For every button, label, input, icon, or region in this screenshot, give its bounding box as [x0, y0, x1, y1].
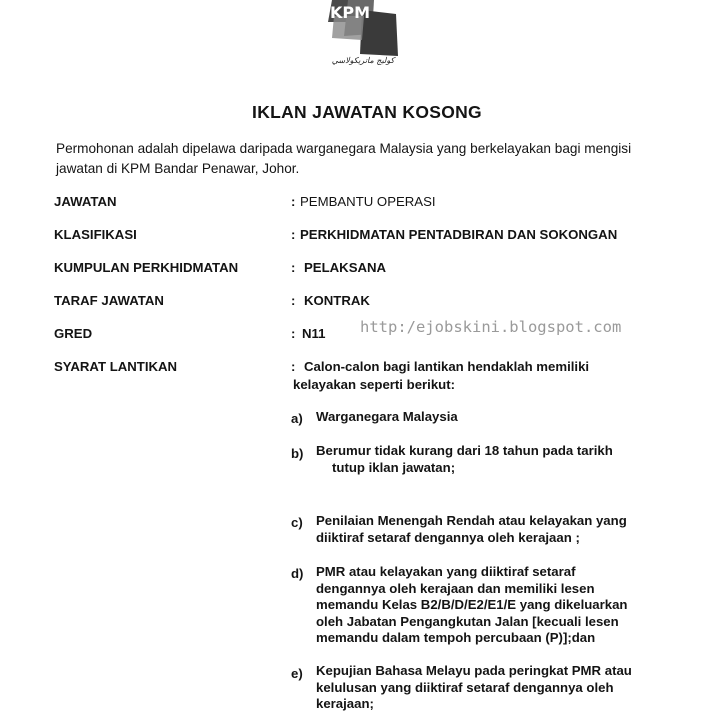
intro-line-1: Permohonan adalah dipelawa daripada warganegara Malaysia yang berkelayakan bagi mengisi: [56, 141, 632, 156]
field-label-gred: GRED: [54, 326, 93, 341]
field-value-syarat-line-1: Calon-calon bagi lantikan hendaklah memiliki: [304, 359, 590, 374]
field-colon: :: [291, 194, 296, 209]
field-label-taraf: TARAF JAWATAN: [54, 293, 164, 308]
list-item-marker: e): [291, 666, 303, 681]
field-colon: :: [291, 326, 296, 341]
intro-line-2: jawatan di KPM Bandar Penawar, Johor.: [56, 161, 300, 176]
list-item-marker: c): [291, 515, 303, 530]
list-item-marker: d): [291, 566, 304, 581]
field-value-gred: N11: [302, 326, 326, 341]
list-item: Kepujian Bahasa Melayu pada peringkat PMR atau kelulusan yang diiktiraf setaraf dengannya oleh kerajaan;: [316, 663, 632, 711]
field-value-taraf: KONTRAK: [304, 293, 370, 308]
logo-letter-k: KPM: [330, 3, 371, 22]
field-value-syarat-line-2: kelayakan seperti berikut:: [293, 377, 455, 392]
field-label-syarat: SYARAT LANTIKAN: [54, 359, 178, 374]
list-item: Penilaian Menengah Rendah atau kelayakan yang diiktiraf setaraf dengannya oleh kerajaan ;: [316, 513, 627, 545]
field-colon: :: [291, 293, 296, 308]
field-label-jawatan: JAWATAN: [54, 194, 117, 209]
watermark-url: http:/ejobskini.blogspot.com: [360, 318, 622, 336]
list-item-marker: a): [291, 411, 303, 426]
logo-caption: كوليج ماتريكولاسي: [331, 56, 395, 65]
list-item: Berumur tidak kurang dari 18 tahun pada tarikh tutup iklan jawatan;: [316, 443, 613, 475]
list-item-marker: b): [291, 446, 304, 461]
field-value-kumpulan: PELAKSANA: [304, 260, 387, 275]
field-colon: :: [291, 260, 296, 275]
list-item: PMR atau kelayakan yang diiktiraf setaraf dengannya oleh kerajaan dan memiliki lesen memandu Kelas B2/B/D/E2/E1/E yang dikeluarkan oleh Jabatan Pengangkutan Jalan [kecuali lesen memandu dalam tempoh percubaan (P)];dan: [316, 564, 628, 645]
field-colon: :: [291, 227, 296, 242]
field-value-klasifikasi: PERKHIDMATAN PENTADBIRAN DAN SOKONGAN: [300, 227, 618, 242]
list-item: Warganegara Malaysia: [316, 409, 458, 424]
field-label-kumpulan: KUMPULAN PERKHIDMATAN: [54, 260, 239, 275]
page-title: IKLAN JAWATAN KOSONG: [252, 102, 482, 122]
field-label-klasifikasi: KLASIFIKASI: [54, 227, 137, 242]
field-value-jawatan: PEMBANTU OPERASI: [300, 194, 436, 209]
field-colon: :: [291, 359, 296, 374]
